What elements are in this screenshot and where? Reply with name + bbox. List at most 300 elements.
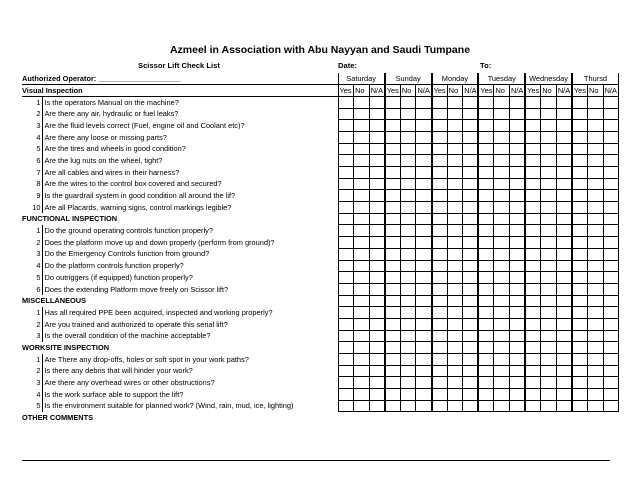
answer-cell[interactable] — [603, 167, 619, 179]
answer-cell[interactable] — [416, 108, 432, 120]
answer-cell[interactable] — [510, 342, 526, 354]
answer-cell[interactable] — [478, 167, 494, 179]
answer-cell[interactable] — [588, 260, 604, 272]
answer-cell[interactable] — [572, 178, 588, 190]
answer-cell[interactable] — [572, 295, 588, 307]
answer-cell[interactable] — [338, 377, 354, 389]
answer-cell[interactable] — [556, 225, 572, 237]
answer-cell[interactable] — [556, 202, 572, 214]
answer-cell[interactable] — [385, 120, 401, 132]
answer-cell[interactable] — [588, 120, 604, 132]
answer-cell[interactable] — [463, 131, 479, 143]
answer-cell[interactable] — [463, 155, 479, 167]
answer-cell[interactable] — [541, 155, 557, 167]
answer-cell[interactable] — [463, 178, 479, 190]
answer-cell[interactable] — [603, 283, 619, 295]
answer-cell[interactable] — [338, 272, 354, 284]
answer-cell[interactable] — [385, 283, 401, 295]
answer-cell[interactable] — [416, 190, 432, 202]
answer-cell[interactable] — [354, 283, 370, 295]
answer-cell[interactable] — [510, 155, 526, 167]
answer-cell[interactable] — [400, 120, 416, 132]
answer-cell[interactable] — [369, 342, 385, 354]
answer-cell[interactable] — [525, 295, 541, 307]
answer-cell[interactable] — [400, 167, 416, 179]
answer-cell[interactable] — [588, 178, 604, 190]
answer-cell[interactable] — [463, 342, 479, 354]
answer-cell[interactable] — [603, 202, 619, 214]
answer-cell[interactable] — [541, 178, 557, 190]
answer-cell[interactable] — [463, 190, 479, 202]
answer-cell[interactable] — [603, 354, 619, 366]
answer-cell[interactable] — [354, 96, 370, 108]
answer-cell[interactable] — [447, 377, 463, 389]
answer-cell[interactable] — [494, 400, 510, 412]
answer-cell[interactable] — [463, 295, 479, 307]
answer-cell[interactable] — [556, 178, 572, 190]
answer-cell[interactable] — [354, 377, 370, 389]
answer-cell[interactable] — [556, 272, 572, 284]
answer-cell[interactable] — [603, 213, 619, 225]
answer-cell[interactable] — [385, 108, 401, 120]
answer-cell[interactable] — [338, 190, 354, 202]
answer-cell[interactable] — [588, 167, 604, 179]
answer-cell[interactable] — [463, 108, 479, 120]
answer-cell[interactable] — [572, 131, 588, 143]
answer-cell[interactable] — [432, 354, 448, 366]
answer-cell[interactable] — [369, 365, 385, 377]
answer-cell[interactable] — [494, 108, 510, 120]
answer-cell[interactable] — [354, 400, 370, 412]
answer-cell[interactable] — [556, 365, 572, 377]
answer-cell[interactable] — [463, 202, 479, 214]
answer-cell[interactable] — [572, 248, 588, 260]
answer-cell[interactable] — [603, 96, 619, 108]
answer-cell[interactable] — [494, 202, 510, 214]
answer-cell[interactable] — [369, 330, 385, 342]
answer-cell[interactable] — [494, 225, 510, 237]
answer-cell[interactable] — [603, 365, 619, 377]
answer-cell[interactable] — [463, 377, 479, 389]
answer-cell[interactable] — [369, 318, 385, 330]
answer-cell[interactable] — [447, 131, 463, 143]
answer-cell[interactable] — [572, 190, 588, 202]
answer-cell[interactable] — [463, 225, 479, 237]
answer-cell[interactable] — [447, 155, 463, 167]
answer-cell[interactable] — [369, 295, 385, 307]
answer-cell[interactable] — [463, 283, 479, 295]
answer-cell[interactable] — [525, 213, 541, 225]
answer-cell[interactable] — [525, 190, 541, 202]
answer-cell[interactable] — [588, 225, 604, 237]
answer-cell[interactable] — [354, 155, 370, 167]
answer-cell[interactable] — [572, 365, 588, 377]
answer-cell[interactable] — [416, 318, 432, 330]
answer-cell[interactable] — [525, 96, 541, 108]
operator-blank[interactable]: ____________________ — [98, 73, 181, 83]
answer-cell[interactable] — [447, 96, 463, 108]
answer-cell[interactable] — [494, 354, 510, 366]
answer-cell[interactable] — [338, 342, 354, 354]
answer-cell[interactable] — [463, 272, 479, 284]
answer-cell[interactable] — [556, 330, 572, 342]
answer-cell[interactable] — [416, 365, 432, 377]
answer-cell[interactable] — [603, 237, 619, 249]
answer-cell[interactable] — [338, 283, 354, 295]
answer-cell[interactable] — [369, 143, 385, 155]
answer-cell[interactable] — [354, 365, 370, 377]
answer-cell[interactable] — [385, 295, 401, 307]
answer-cell[interactable] — [338, 248, 354, 260]
answer-cell[interactable] — [338, 389, 354, 401]
answer-cell[interactable] — [478, 272, 494, 284]
answer-cell[interactable] — [354, 178, 370, 190]
answer-cell[interactable] — [494, 237, 510, 249]
answer-cell[interactable] — [510, 389, 526, 401]
answer-cell[interactable] — [447, 272, 463, 284]
answer-cell[interactable] — [416, 96, 432, 108]
answer-cell[interactable] — [556, 318, 572, 330]
answer-cell[interactable] — [478, 131, 494, 143]
answer-cell[interactable] — [541, 389, 557, 401]
answer-cell[interactable] — [478, 225, 494, 237]
answer-cell[interactable] — [447, 295, 463, 307]
answer-cell[interactable] — [432, 318, 448, 330]
answer-cell[interactable] — [541, 237, 557, 249]
answer-cell[interactable] — [354, 260, 370, 272]
answer-cell[interactable] — [541, 400, 557, 412]
answer-cell[interactable] — [510, 96, 526, 108]
answer-cell[interactable] — [525, 260, 541, 272]
answer-cell[interactable] — [369, 213, 385, 225]
answer-cell[interactable] — [385, 342, 401, 354]
answer-cell[interactable] — [525, 342, 541, 354]
answer-cell[interactable] — [603, 260, 619, 272]
answer-cell[interactable] — [556, 389, 572, 401]
answer-cell[interactable] — [416, 167, 432, 179]
answer-cell[interactable] — [572, 120, 588, 132]
answer-cell[interactable] — [525, 108, 541, 120]
answer-cell[interactable] — [369, 202, 385, 214]
answer-cell[interactable] — [400, 190, 416, 202]
answer-cell[interactable] — [338, 131, 354, 143]
answer-cell[interactable] — [447, 178, 463, 190]
answer-cell[interactable] — [510, 248, 526, 260]
answer-cell[interactable] — [541, 272, 557, 284]
answer-cell[interactable] — [603, 178, 619, 190]
answer-cell[interactable] — [354, 213, 370, 225]
answer-cell[interactable] — [510, 120, 526, 132]
answer-cell[interactable] — [541, 96, 557, 108]
answer-cell[interactable] — [463, 354, 479, 366]
answer-cell[interactable] — [525, 400, 541, 412]
answer-cell[interactable] — [588, 272, 604, 284]
answer-cell[interactable] — [588, 96, 604, 108]
answer-cell[interactable] — [478, 354, 494, 366]
answer-cell[interactable] — [463, 167, 479, 179]
answer-cell[interactable] — [541, 202, 557, 214]
answer-cell[interactable] — [556, 260, 572, 272]
answer-cell[interactable] — [525, 365, 541, 377]
answer-cell[interactable] — [478, 295, 494, 307]
answer-cell[interactable] — [510, 295, 526, 307]
answer-cell[interactable] — [494, 318, 510, 330]
answer-cell[interactable] — [463, 237, 479, 249]
answer-cell[interactable] — [432, 260, 448, 272]
answer-cell[interactable] — [494, 167, 510, 179]
answer-cell[interactable] — [541, 120, 557, 132]
answer-cell[interactable] — [463, 389, 479, 401]
answer-cell[interactable] — [541, 283, 557, 295]
answer-cell[interactable] — [556, 307, 572, 319]
answer-cell[interactable] — [572, 400, 588, 412]
answer-cell[interactable] — [603, 131, 619, 143]
answer-cell[interactable] — [447, 108, 463, 120]
answer-cell[interactable] — [400, 377, 416, 389]
answer-cell[interactable] — [432, 365, 448, 377]
answer-cell[interactable] — [447, 318, 463, 330]
answer-cell[interactable] — [416, 120, 432, 132]
answer-cell[interactable] — [494, 260, 510, 272]
answer-cell[interactable] — [447, 307, 463, 319]
answer-cell[interactable] — [510, 167, 526, 179]
answer-cell[interactable] — [338, 295, 354, 307]
answer-cell[interactable] — [416, 143, 432, 155]
answer-cell[interactable] — [541, 295, 557, 307]
answer-cell[interactable] — [463, 330, 479, 342]
answer-cell[interactable] — [400, 155, 416, 167]
answer-cell[interactable] — [354, 272, 370, 284]
answer-cell[interactable] — [572, 330, 588, 342]
answer-cell[interactable] — [478, 213, 494, 225]
answer-cell[interactable] — [416, 272, 432, 284]
answer-cell[interactable] — [432, 108, 448, 120]
answer-cell[interactable] — [369, 178, 385, 190]
answer-cell[interactable] — [432, 283, 448, 295]
answer-cell[interactable] — [385, 248, 401, 260]
answer-cell[interactable] — [510, 400, 526, 412]
answer-cell[interactable] — [447, 283, 463, 295]
answer-cell[interactable] — [572, 342, 588, 354]
answer-cell[interactable] — [447, 400, 463, 412]
answer-cell[interactable] — [369, 120, 385, 132]
answer-cell[interactable] — [447, 167, 463, 179]
answer-cell[interactable] — [447, 225, 463, 237]
answer-cell[interactable] — [541, 260, 557, 272]
answer-cell[interactable] — [541, 248, 557, 260]
answer-cell[interactable] — [447, 389, 463, 401]
answer-cell[interactable] — [463, 213, 479, 225]
answer-cell[interactable] — [338, 237, 354, 249]
answer-cell[interactable] — [400, 248, 416, 260]
answer-cell[interactable] — [478, 108, 494, 120]
answer-cell[interactable] — [478, 318, 494, 330]
answer-cell[interactable] — [463, 120, 479, 132]
answer-cell[interactable] — [572, 202, 588, 214]
answer-cell[interactable] — [416, 342, 432, 354]
answer-cell[interactable] — [369, 225, 385, 237]
answer-cell[interactable] — [588, 131, 604, 143]
answer-cell[interactable] — [556, 237, 572, 249]
answer-cell[interactable] — [338, 178, 354, 190]
answer-cell[interactable] — [432, 248, 448, 260]
answer-cell[interactable] — [494, 307, 510, 319]
answer-cell[interactable] — [385, 190, 401, 202]
answer-cell[interactable] — [338, 143, 354, 155]
answer-cell[interactable] — [541, 108, 557, 120]
answer-cell[interactable] — [447, 330, 463, 342]
answer-cell[interactable] — [416, 237, 432, 249]
answer-cell[interactable] — [556, 295, 572, 307]
answer-cell[interactable] — [494, 330, 510, 342]
answer-cell[interactable] — [354, 330, 370, 342]
answer-cell[interactable] — [432, 307, 448, 319]
answer-cell[interactable] — [354, 318, 370, 330]
answer-cell[interactable] — [354, 167, 370, 179]
answer-cell[interactable] — [385, 143, 401, 155]
answer-cell[interactable] — [603, 318, 619, 330]
answer-cell[interactable] — [588, 283, 604, 295]
answer-cell[interactable] — [494, 295, 510, 307]
answer-cell[interactable] — [603, 155, 619, 167]
answer-cell[interactable] — [478, 365, 494, 377]
answer-cell[interactable] — [369, 155, 385, 167]
answer-cell[interactable] — [369, 131, 385, 143]
answer-cell[interactable] — [510, 225, 526, 237]
answer-cell[interactable] — [525, 283, 541, 295]
answer-cell[interactable] — [432, 178, 448, 190]
answer-cell[interactable] — [494, 143, 510, 155]
answer-cell[interactable] — [525, 330, 541, 342]
answer-cell[interactable] — [338, 225, 354, 237]
answer-cell[interactable] — [478, 400, 494, 412]
answer-cell[interactable] — [416, 307, 432, 319]
answer-cell[interactable] — [510, 330, 526, 342]
answer-cell[interactable] — [432, 342, 448, 354]
answer-cell[interactable] — [556, 190, 572, 202]
answer-cell[interactable] — [525, 307, 541, 319]
answer-cell[interactable] — [525, 248, 541, 260]
answer-cell[interactable] — [603, 108, 619, 120]
answer-cell[interactable] — [510, 213, 526, 225]
answer-cell[interactable] — [510, 283, 526, 295]
answer-cell[interactable] — [432, 295, 448, 307]
answer-cell[interactable] — [556, 131, 572, 143]
answer-cell[interactable] — [494, 377, 510, 389]
answer-cell[interactable] — [588, 365, 604, 377]
answer-cell[interactable] — [385, 178, 401, 190]
answer-cell[interactable] — [588, 307, 604, 319]
answer-cell[interactable] — [494, 342, 510, 354]
answer-cell[interactable] — [385, 377, 401, 389]
answer-cell[interactable] — [369, 108, 385, 120]
answer-cell[interactable] — [400, 108, 416, 120]
answer-cell[interactable] — [556, 248, 572, 260]
answer-cell[interactable] — [588, 354, 604, 366]
answer-cell[interactable] — [432, 190, 448, 202]
answer-cell[interactable] — [494, 213, 510, 225]
answer-cell[interactable] — [385, 96, 401, 108]
answer-cell[interactable] — [354, 342, 370, 354]
answer-cell[interactable] — [338, 318, 354, 330]
answer-cell[interactable] — [432, 272, 448, 284]
answer-cell[interactable] — [354, 225, 370, 237]
answer-cell[interactable] — [541, 143, 557, 155]
answer-cell[interactable] — [400, 283, 416, 295]
answer-cell[interactable] — [463, 96, 479, 108]
answer-cell[interactable] — [494, 96, 510, 108]
answer-cell[interactable] — [447, 354, 463, 366]
answer-cell[interactable] — [432, 155, 448, 167]
answer-cell[interactable] — [556, 213, 572, 225]
answer-cell[interactable] — [588, 202, 604, 214]
answer-cell[interactable] — [400, 260, 416, 272]
answer-cell[interactable] — [400, 237, 416, 249]
answer-cell[interactable] — [400, 400, 416, 412]
answer-cell[interactable] — [416, 225, 432, 237]
answer-cell[interactable] — [400, 295, 416, 307]
answer-cell[interactable] — [478, 377, 494, 389]
answer-cell[interactable] — [510, 143, 526, 155]
answer-cell[interactable] — [432, 202, 448, 214]
answer-cell[interactable] — [603, 307, 619, 319]
answer-cell[interactable] — [385, 272, 401, 284]
answer-cell[interactable] — [572, 272, 588, 284]
answer-cell[interactable] — [416, 400, 432, 412]
answer-cell[interactable] — [354, 190, 370, 202]
answer-cell[interactable] — [400, 354, 416, 366]
answer-cell[interactable] — [400, 178, 416, 190]
answer-cell[interactable] — [385, 225, 401, 237]
answer-cell[interactable] — [478, 342, 494, 354]
answer-cell[interactable] — [354, 354, 370, 366]
answer-cell[interactable] — [416, 178, 432, 190]
answer-cell[interactable] — [541, 342, 557, 354]
answer-cell[interactable] — [463, 400, 479, 412]
answer-cell[interactable] — [432, 225, 448, 237]
answer-cell[interactable] — [447, 365, 463, 377]
answer-cell[interactable] — [369, 272, 385, 284]
answer-cell[interactable] — [338, 365, 354, 377]
answer-cell[interactable] — [556, 283, 572, 295]
answer-cell[interactable] — [478, 155, 494, 167]
answer-cell[interactable] — [369, 354, 385, 366]
answer-cell[interactable] — [525, 167, 541, 179]
answer-cell[interactable] — [369, 167, 385, 179]
answer-cell[interactable] — [447, 248, 463, 260]
answer-cell[interactable] — [588, 389, 604, 401]
answer-cell[interactable] — [385, 167, 401, 179]
answer-cell[interactable] — [354, 307, 370, 319]
answer-cell[interactable] — [432, 213, 448, 225]
answer-cell[interactable] — [541, 190, 557, 202]
answer-cell[interactable] — [385, 307, 401, 319]
answer-cell[interactable] — [416, 202, 432, 214]
answer-cell[interactable] — [603, 342, 619, 354]
answer-cell[interactable] — [478, 120, 494, 132]
answer-cell[interactable] — [494, 178, 510, 190]
answer-cell[interactable] — [603, 225, 619, 237]
answer-cell[interactable] — [525, 237, 541, 249]
answer-cell[interactable] — [525, 178, 541, 190]
answer-cell[interactable] — [463, 318, 479, 330]
answer-cell[interactable] — [588, 330, 604, 342]
answer-cell[interactable] — [556, 400, 572, 412]
answer-cell[interactable] — [588, 190, 604, 202]
answer-cell[interactable] — [385, 330, 401, 342]
answer-cell[interactable] — [572, 155, 588, 167]
answer-cell[interactable] — [541, 365, 557, 377]
